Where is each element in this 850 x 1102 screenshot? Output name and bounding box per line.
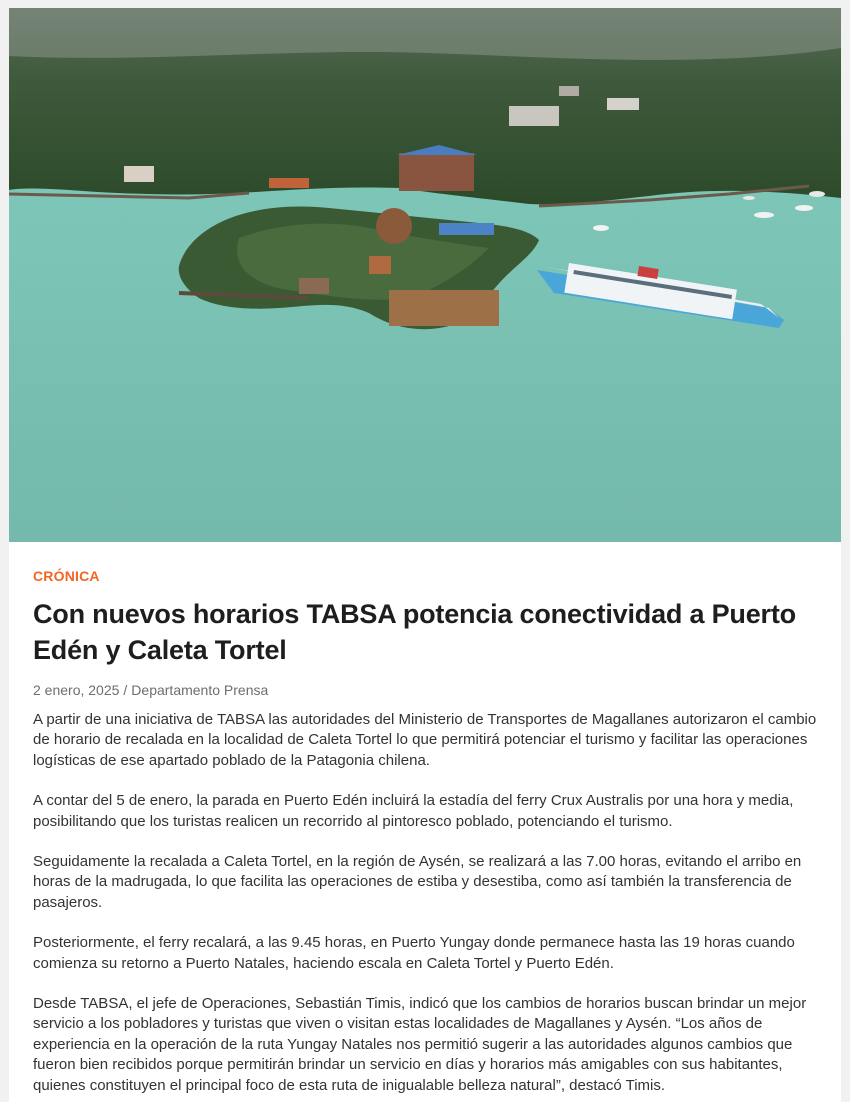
article-meta bbox=[33, 680, 819, 700]
paragraph: A partir de una iniciativa de TABSA las autoridades del Ministerio de Transportes de Magallanes autorizaron el cambio de horario de recalada en la localidad de Caleta Tortel lo que permitirá potenciar el turismo y facilitar las operaciones logísticas de ese apartado poblado de la Patagonia chilena. bbox=[33, 711, 817, 769]
publish-date: 2 enero, 2025 bbox=[33, 682, 120, 698]
paragraph: Desde TABSA, el jefe de Operaciones, Sebastián Timis, indicó que los cambios de horarios buscan brindar un mejor servicio a los pobladores y turistas que viven o visitan estas localidades de Magallanes y Aysén. “Los años de experiencia en la operación de la ruta Yungay Natales nos permitió sugerir a las autoridades algunos cambios que fueron bien recibidos porque permitirán brindar un servicio en días y horarios más amigables con sus habitantes, quienes constituyen el principal foco de esta ruta de inigualable belleza natural”, destacó Timis. bbox=[33, 995, 807, 1094]
article-card bbox=[9, 8, 841, 1102]
article-body bbox=[33, 710, 819, 1096]
category-label[interactable]: CRÓNICA bbox=[33, 568, 100, 584]
article-title: Con nuevos horarios TABSA potencia conectividad a Puerto Edén y Caleta Tortel bbox=[33, 599, 796, 665]
meta-separator: / bbox=[123, 682, 128, 698]
paragraph: Posteriormente, el ferry recalará, a las 9.45 horas, en Puerto Yungay donde permanece hasta las 19 horas cuando comienza su retorno a Puerto Natales, haciendo escala en Caleta Tortel y Puerto Edén. bbox=[33, 934, 795, 972]
article-content bbox=[33, 566, 819, 1102]
hero-image bbox=[9, 8, 841, 542]
paragraph: Seguidamente la recalada a Caleta Tortel, en la región de Aysén, se realizará a las 7.00 horas, evitando el arribo en horas de la madrugada, lo que facilita las operaciones de estiba y desestiba, como así también la transferencia de pasajeros. bbox=[33, 853, 802, 911]
paragraph: A contar del 5 de enero, la parada en Puerto Edén incluirá la estadía del ferry Crux Australis por una hora y media, posibilitando que los turistas realicen un recorrido al pintoresco poblado, potenciando el turismo. bbox=[33, 792, 794, 830]
author-name[interactable]: Departamento Prensa bbox=[131, 682, 269, 698]
